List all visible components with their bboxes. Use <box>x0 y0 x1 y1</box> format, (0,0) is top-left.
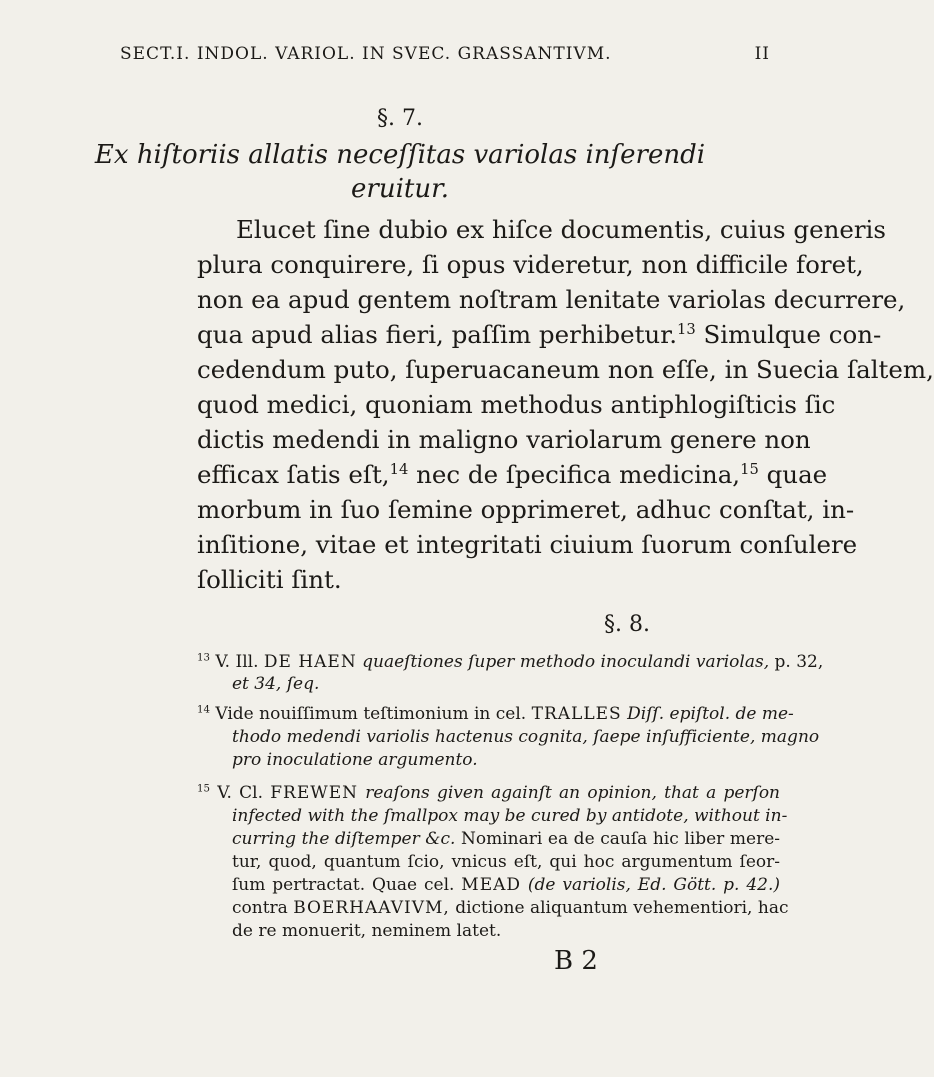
footnote-15-cont: ſum pertractat. Quae cel. MEAD (de variolis, Ed. Gött. p. 42.) <box>232 875 780 895</box>
footnote-13-cont: et 34, ſeq. <box>232 674 320 694</box>
body-text: qua apud alias fieri, paſſim perhibetur. <box>197 320 678 349</box>
section-7-title-line1: Ex hiſtoriis allatis neceſſitas variolas inſerendi <box>94 140 706 170</box>
running-head <box>120 44 770 64</box>
section-8-number: §. 8. <box>604 612 650 637</box>
running-head-title: SECT.I. INDOL. VARIOL. IN SVEC. GRASSANTIVM. <box>120 44 612 64</box>
footnote-marker: 13 <box>197 652 210 664</box>
footnote-14-cont: pro inoculatione argumento. <box>232 750 478 770</box>
footnote-15-cont: contra BOERHAAVIVM, dictione aliquantum vehementiori, hac <box>232 898 789 918</box>
body-line: cedendum puto, ſuperuacaneum non eſſe, in Suecia ſaltem, <box>197 355 934 384</box>
body-line <box>197 320 882 349</box>
work-title: quaeſtiones ſuper methodo inoculandi variolas, <box>362 652 770 672</box>
work-title: reaſons given againſt an opinion, that a perſon <box>365 783 781 803</box>
signature-mark: B 2 <box>554 946 598 976</box>
footnote-14: $^{14}$ Vide nouiſſimum teſtimonium in cel. TRALLES Diſſ. epiſtol. de me- <box>197 704 794 724</box>
footnote-14-cont: thodo medendi variolis hactenus cognita, ſaepe inſufficiente, magno <box>232 727 820 747</box>
footnote-15-cont: infected with the ſmallpox may be cured by antidote, without in- <box>232 806 788 826</box>
footnote-15-cont: de re monuerit, neminem latet. <box>232 921 502 941</box>
body-line: ſolliciti ſint. <box>197 565 342 594</box>
footnote-marker: 14 <box>197 704 210 716</box>
work-title: Diſſ. epiſtol. de me- <box>627 704 794 724</box>
body-line: non ea apud gentem noſtram lenitate variolas decurrere, <box>197 285 906 314</box>
author-name: BOERHAAVIVM, <box>293 898 450 918</box>
footnote-ref: 13 <box>677 320 696 338</box>
page-number: II <box>754 44 770 64</box>
footnote-13: $^{13}$ V. Ill. DE HAEN quaeſtiones ſuper methodo inoculandi variolas, p. 32, <box>197 652 824 672</box>
body-line: morbum in ſuo ſemine opprimeret, adhuc conſtat, in- <box>197 495 855 524</box>
body-line: dictis medendi in maligno variolarum genere non <box>197 425 811 454</box>
body-text: nec de ſpecifica medicina, <box>416 460 741 489</box>
author-name: MEAD <box>461 875 522 895</box>
footnote-marker: 15 <box>197 783 210 795</box>
footnote-ref: 15 <box>740 460 759 478</box>
footnote-15-cont: curring the diſtemper &c. Nominari ea de cauſa hic liber mere- <box>232 829 781 849</box>
author-name: FREWEN <box>270 783 358 803</box>
section-7-title-line2: eruitur. <box>351 174 449 204</box>
body-line: Elucet ſine dubio ex hiſce documentis, cuius generis <box>236 215 886 244</box>
footnote-15-cont: tur, quod, quantum ſcio, vnicus eſt, qui hoc argumentum ſeor- <box>232 852 780 872</box>
body-text: efficax ſatis eſt, <box>197 460 390 489</box>
section-7-number: §. 7. <box>377 106 423 131</box>
body-text: Simulque con- <box>703 320 882 349</box>
body-line: quod medici, quoniam methodus antiphlogiſticis ſic <box>197 390 836 419</box>
footnote-ref: 14 <box>389 460 409 478</box>
body-line: plura conquirere, ſi opus videretur, non difficile foret, <box>197 250 864 279</box>
footnote-15: $^{15}$ V. Cl. FREWEN reaſons given againſt an opinion, that a perſon <box>197 783 781 803</box>
author-name: TRALLES <box>531 704 622 724</box>
body-text: quae <box>766 460 828 489</box>
author-name: DE HAEN <box>263 652 357 672</box>
body-line <box>197 460 828 489</box>
body-line: inſitione, vitae et integritati ciuium ſuorum conſulere <box>197 530 858 559</box>
